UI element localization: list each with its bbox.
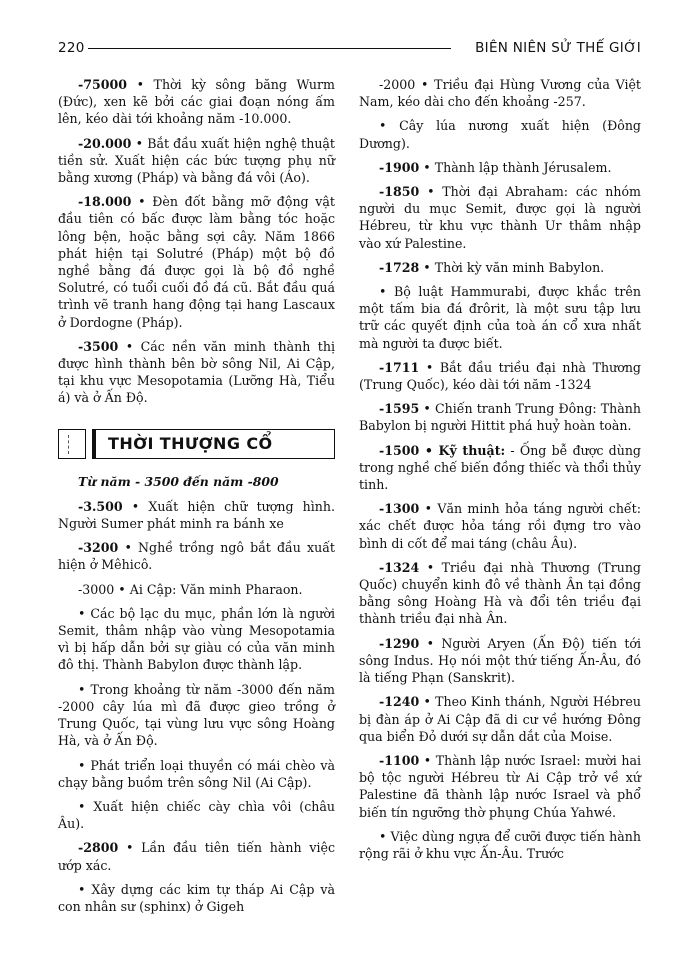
- entry-year: -1595: [379, 401, 420, 417]
- entry-paragraph: [359, 76, 641, 110]
- entry-paragraph: [359, 117, 641, 151]
- entry-year: -18.000: [78, 194, 132, 210]
- section-ornament: [58, 429, 86, 459]
- entry-text: -3000 • Ai Cập: Văn minh Pharaon.: [78, 581, 303, 597]
- entry-paragraph: [359, 442, 641, 494]
- entry-paragraph: [359, 635, 641, 687]
- entry-text: • Các nền văn minh thành thị được hình thành bên bờ sông Nil, Ai Cập, tại khu vực Mesopotamia (Lưỡng Hà, Tiểu á) và ở Ấn Độ.: [58, 338, 335, 406]
- section-title: THỜI THƯỢNG CỔ: [108, 433, 273, 453]
- entry-text: • Thời đại Abraham: các nhóm người du mục Semit, được gọi là người Hébreu, từ khu vực thành Ur thâm nhập vào xứ Palestine.: [359, 184, 641, 251]
- entry-paragraph: [359, 559, 641, 628]
- entry-paragraph: [58, 881, 335, 915]
- entry-year: -1850: [379, 184, 420, 200]
- entry-text: • Theo Kinh thánh, Người Hébreu bị đàn áp ở Ai Cập đã di cư về hướng Đông qua biển Đỏ dưới sự dẫn dắt của Moise.: [359, 694, 641, 744]
- entry-paragraph: [58, 757, 335, 791]
- entry-text: • Xuất hiện chiếc cày chìa vôi (châu Âu).: [58, 798, 335, 832]
- entry-paragraph: [58, 605, 335, 674]
- entry-text: • Cây lúa nương xuất hiện (Đông Dương).: [359, 118, 641, 151]
- running-title: BIÊN NIÊN SỬ THẾ GIỚI: [475, 40, 641, 56]
- entry-text: • Đèn đốt bằng mỡ động vật đầu tiên có bấc được làm bằng tóc hoặc lông bện, hoặc bằng sợi cây. Năm 1866 phát hiện tại Solutré (Pháp) một bộ đồ nghề bằng đá được gọi là bộ đồ nghề Solutré, có tuổi cuối đồ đá cũ. Bắt đầu quá trình vẽ tranh hang động tại hang Lascaux ở Dordogne (Pháp).: [58, 194, 335, 330]
- entry-paragraph: [359, 159, 641, 176]
- entry-year: -2800: [78, 840, 119, 856]
- page-header: [58, 40, 641, 64]
- entry-year: -3200: [78, 540, 119, 556]
- entry-paragraph: [359, 283, 641, 352]
- entry-paragraph: [58, 498, 335, 532]
- entry-paragraph: [58, 681, 335, 750]
- entry-paragraph: [359, 183, 641, 252]
- section-heading: [58, 425, 335, 463]
- entry-paragraph: [359, 400, 641, 434]
- entry-text: • Việc dùng ngựa để cưỡi được tiến hành rộng rãi ở khu vực Ấn-Âu. Trước: [359, 828, 641, 861]
- header-rule: [88, 48, 451, 49]
- entry-year: -1240: [379, 694, 420, 710]
- entry-year: -1290: [379, 635, 420, 651]
- page-number: 220: [58, 40, 85, 56]
- entry-text: • Thành lập nước Israel: mười hai bộ tộc người Hébreu từ Ai Cập trở về xứ Palestine đã thành lập nước Israel và phổ biến tín ngưỡng thờ phụng Chúa Yahwé.: [359, 752, 641, 820]
- entry-year: -1100: [379, 752, 420, 768]
- entry-text: • Các bộ lạc du mục, phần lớn là người Semit, thâm nhập vào vùng Mesopotamia vì bị hấp dẫn bởi sự giàu có của văn minh đô thị. Thành Babylon được thành lập.: [58, 605, 335, 673]
- entry-text: • Văn minh hỏa táng người chết: xác chết được hỏa táng rồi đựng tro vào bình di cốt để mai táng (châu Âu).: [359, 501, 641, 551]
- entry-text: • Bắt đầu triều đại nhà Thương (Trung Quốc), kéo dài tới năm -1324: [359, 359, 641, 393]
- entry-paragraph: [58, 338, 335, 407]
- entry-paragraph: [58, 798, 335, 832]
- entry-text: • Bộ luật Hammurabi, được khắc trên một tấm bia đá đrôrit, là một sưu tập lưu trữ các quyết định của toà án cổ xưa nhất mà người ta được biết.: [359, 284, 641, 351]
- entry-text: • Thời kỳ văn minh Babylon.: [419, 259, 605, 275]
- entry-text: • Thành lập thành Jérusalem.: [419, 159, 612, 175]
- entry-text: • Triều đại nhà Thương (Trung Quốc) chuyển kinh đô về thành Ân tại đồng bằng sông Hoàng Hà và đổi tên triều đại thành triều đại nhà Ân.: [359, 559, 641, 627]
- entry-paragraph: [58, 193, 335, 331]
- entry-year: -20.000: [78, 135, 132, 151]
- entry-paragraph: [58, 539, 335, 573]
- entry-year: -1324: [379, 559, 420, 575]
- entry-paragraph: [359, 752, 641, 821]
- entry-year: -1500 • Kỹ thuật:: [379, 442, 506, 458]
- entry-text: • Thời kỳ sông băng Wurm (Đức), xen kẽ bởi các giai đoạn nóng ấm lên, kéo dài tới khoảng năm -10.000.: [58, 77, 335, 127]
- entry-paragraph: [58, 76, 335, 128]
- entry-text: • Lần đầu tiên tiến hành việc ướp xác.: [58, 840, 335, 873]
- entry-year: -1900: [379, 159, 420, 175]
- entry-text: - Ống bễ được dùng trong nghề chế biến đồng thiếc và thổi thủy tinh.: [359, 442, 641, 493]
- entry-year: -1728: [379, 259, 420, 275]
- entry-year: -1300: [379, 501, 420, 517]
- right-column: [359, 76, 641, 869]
- entry-paragraph: [359, 693, 641, 745]
- entry-text: • Phát triển loại thuyền có mái chèo và chạy bằng buồm trên sông Nil (Ai Cập).: [58, 757, 335, 790]
- entry-text: • Chiến tranh Trung Đông: Thành Babylon bị người Hittit phá huỷ hoàn toàn.: [359, 401, 641, 434]
- entry-paragraph: [58, 581, 335, 598]
- entry-year: -1711: [379, 359, 420, 375]
- entry-year: -3500: [78, 338, 119, 354]
- entry-text: • Nghề trồng ngô bắt đầu xuất hiện ở Mêhicô.: [58, 540, 335, 573]
- entry-paragraph: [359, 259, 641, 276]
- entry-paragraph: [58, 135, 335, 187]
- entry-text: -2000 • Triều đại Hùng Vương của Việt Nam, kéo dài cho đến khoảng -257.: [359, 77, 641, 110]
- entry-text: • Trong khoảng từ năm -3000 đến năm -2000 cây lúa mì đã được gieo trồng ở Trung Quốc, tại vùng lưu vực sông Hoàng Hà, và ở Ấn Độ.: [58, 681, 335, 749]
- entry-year: -3.500: [78, 498, 123, 514]
- left-column: [58, 76, 335, 922]
- entry-paragraph: [359, 500, 641, 552]
- entry-text: • Bắt đầu xuất hiện nghệ thuật tiền sử. Xuất hiện các bức tượng phụ nữ bằng xương (Pháp) và bằng đá vôi (Áo).: [58, 135, 335, 186]
- entry-paragraph: [359, 828, 641, 862]
- entry-text: • Xây dựng các kim tự tháp Ai Cập và con nhân sư (sphinx) ở Gigeh: [58, 881, 335, 914]
- entry-text: • Người Aryen (Ấn Độ) tiến tới sông Indus. Họ nói một thứ tiếng Ấn-Âu, đó là tiếng Phạn (Sanskrit).: [359, 635, 641, 686]
- section-subtitle: Từ năm - 3500 đến năm -800: [78, 473, 279, 489]
- entry-year: -75000: [78, 77, 128, 92]
- entry-text: • Xuất hiện chữ tượng hình. Người Sumer phát minh ra bánh xe: [58, 498, 335, 532]
- entry-paragraph: [58, 839, 335, 873]
- entry-paragraph: [359, 359, 641, 393]
